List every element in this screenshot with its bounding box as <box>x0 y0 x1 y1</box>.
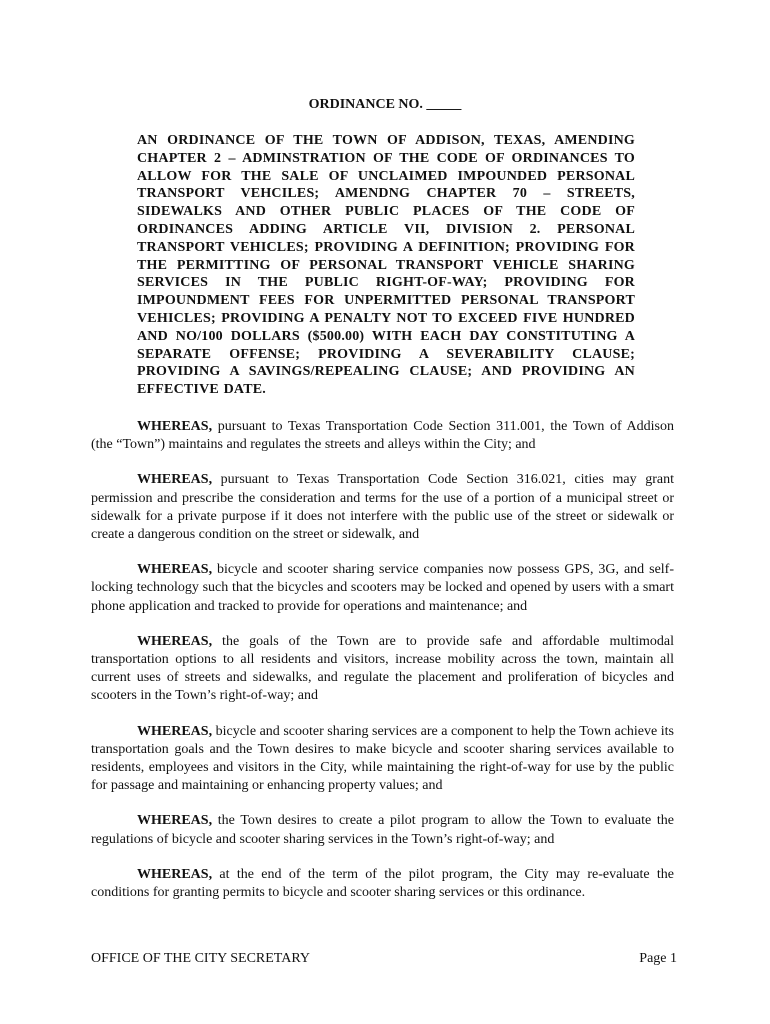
recital-lead: WHEREAS, <box>137 419 213 434</box>
recital-text: pursuant to Texas Transportation Code Section 316.021, cities may grant permission and prescribe the consideration and terms for the use of a portion of a municipal street or sidewalk for a private purpose if it does not interfere with the public use of the street or sidewalk or create a dangerous condition on the street or sidewalk, and <box>91 472 674 543</box>
recital-text: pursuant to Texas Transportation Code Section 311.001, the Town of Addison (the “Town”) maintains and regulates the streets and alleys within the City; and <box>91 419 674 453</box>
ordinance-title: ORDINANCE NO. _____ <box>308 97 462 112</box>
recital-text: at the end of the term of the pilot program, the City may re-evaluate the conditions for granting permits to bicycle and scooter sharing services or this ordinance. <box>91 866 674 901</box>
recital-lead: WHEREAS, <box>137 562 213 578</box>
recital-paragraph <box>91 418 674 454</box>
recital-lead: WHEREAS, <box>137 866 213 882</box>
footer-office: OFFICE OF THE CITY SECRETARY <box>91 951 311 966</box>
recital-lead: WHEREAS, <box>137 723 213 739</box>
recital-text: bicycle and scooter sharing service companies now possess GPS, 3G, and self-locking technology such that the bicycles and scooters may be locked and opened by users with a smart phone application and tracked to provide for operations and maintenance; and <box>91 562 674 614</box>
footer-page-number: Page 1 <box>639 951 677 966</box>
recital-lead: WHEREAS, <box>137 633 213 649</box>
recital-text: the Town desires to create a pilot program to allow the Town to evaluate the regulations of bicycle and scooter sharing services in the Town’s right-of-way; and <box>91 813 674 847</box>
recital-paragraph <box>91 471 674 544</box>
recital-lead: WHEREAS, <box>137 813 213 829</box>
recital-paragraph <box>91 633 674 706</box>
ordinance-caption: AN ORDINANCE OF THE TOWN OF ADDISON, TEXAS, AMENDING CHAPTER 2 – ADMINSTRATION OF THE CODE OF ORDINANCES TO ALLOW FOR THE SALE OF UNCLAIMED IMPOUNDED PERSONAL TRANSPORT VEHCILES; AMENDNG CHAPTER 70 – STREETS, SIDEWALKS AND OTHER PUBLIC PLACES OF THE CODE OF ORDINANCES ADDING ARTICLE VII, DIVISION 2. PERSONAL TRANSPORT VEHICLES; PROVIDING A DEFINITION; PROVIDING FOR THE PERMITTING OF PERSONAL TRANSPORT VEHICLE SHARING SERVICES IN THE PUBLIC RIGHT-OF-WAY; PROVIDING FOR IMPOUNDMENT FEES FOR UNPERMITTED PERSONAL TRANSPORT VEHICLES; PROVIDING A PENALTY NOT TO EXCEED FIVE HUNDRED AND NO/100 DOLLARS ($500.00) WITH EACH DAY CONSTITUTING A SEPARATE OFFENSE; PROVIDING A SEVERABILITY CLAUSE; PROVIDING A SAVINGS/REPEALING CLAUSE; AND PROVIDING AN EFFECTIVE DATE. <box>137 133 635 398</box>
recital-paragraph <box>91 866 674 902</box>
recital-text: bicycle and scooter sharing services are a component to help the Town achieve its transportation goals and the Town desires to make bicycle and scooter sharing services available to residents, employees and visitors in the City, while maintaining the right-of-way for use by the public for passage and maintaining or enhancing property values; and <box>91 723 674 794</box>
recital-text: the goals of the Town are to provide safe and affordable multimodal transportation options to all residents and visitors, increase mobility across the town, maintain all current uses of streets and sidewalks, and regulate the placement and proliferation of bicycles and scooters in the Town’s right-of-way; and <box>91 633 674 704</box>
recital-lead: WHEREAS, <box>137 472 213 488</box>
recital-paragraph <box>91 812 674 848</box>
recital-paragraph <box>91 723 674 796</box>
recitals-body <box>91 418 674 919</box>
recital-paragraph <box>91 561 674 616</box>
